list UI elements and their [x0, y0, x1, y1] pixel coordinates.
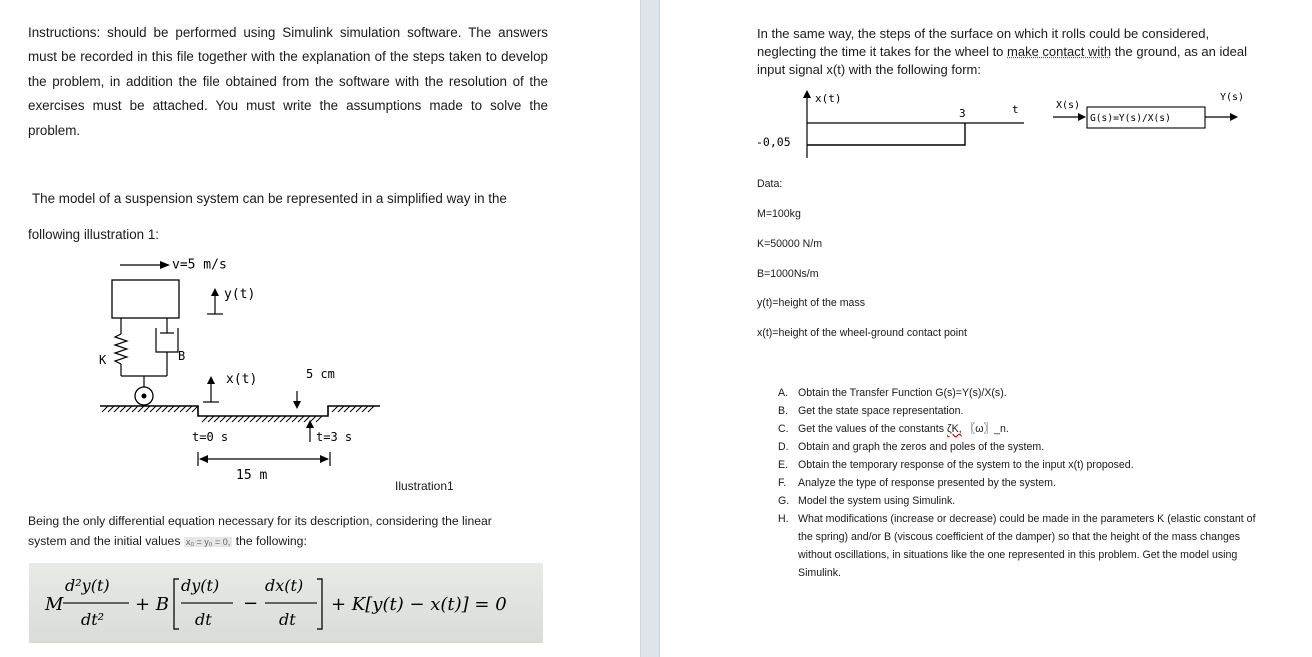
road-hatching: [102, 406, 374, 422]
signal-step-pulse: [807, 123, 965, 145]
question-text: Obtain the Transfer Function G(s)=Y(s)/X(s).: [798, 387, 1007, 399]
eq-right-bracket: [317, 579, 322, 629]
data-x-definition: x(t)=height of the wheel-ground contact point: [757, 327, 967, 339]
eq-dx-numerator: dx(t): [265, 576, 304, 595]
question-text: Analyze the type of response presented by the system.: [798, 477, 1056, 489]
wheel-hub: [142, 394, 147, 399]
block-input-arrow-head: [1078, 113, 1086, 121]
block-input-label: X(s): [1056, 100, 1081, 111]
page-gutter: [640, 0, 660, 657]
left-document-page: [0, 0, 640, 657]
question-e: [778, 456, 1268, 474]
t3-arrow-head: [306, 420, 314, 428]
suspension-illustration: [90, 248, 390, 483]
block-output-arrow-head: [1230, 113, 1238, 121]
question-text-a: Get the values of the constants: [798, 423, 947, 435]
question-letter: C.: [778, 423, 789, 435]
eq-dy-numerator: dy(t): [181, 576, 220, 595]
question-a: [778, 384, 1268, 402]
differential-equation-image: [29, 563, 543, 643]
question-letter: H.: [778, 513, 789, 525]
eq-minus: −: [243, 593, 259, 614]
signal-y-axis-head: [803, 90, 811, 98]
velocity-label: v=5 m/s: [172, 257, 227, 273]
dim-arrow-right: [320, 455, 329, 463]
question-g: [778, 492, 1268, 510]
question-letter: B.: [778, 405, 789, 417]
t0-label: t=0 s: [192, 430, 229, 444]
question-text: Obtain and graph the zeros and poles of the system.: [798, 441, 1045, 453]
eq-second-derivative-numerator: d²y(t): [65, 576, 110, 595]
question-d: [778, 438, 1268, 456]
block-output-label: Y(s): [1220, 92, 1245, 103]
right-document-page: [660, 0, 1312, 657]
question-letter: E.: [778, 459, 789, 471]
initial-values: x₀ = y₀ = 0,: [185, 537, 231, 547]
equation-intro-text-b: the following:: [235, 534, 307, 548]
eq-second-derivative-denominator: dt²: [81, 610, 105, 629]
input-signal-plot: [754, 86, 1034, 166]
depth-label: 5 cm: [306, 367, 335, 381]
question-c: [778, 420, 1268, 438]
question-letter: A.: [778, 387, 789, 399]
block-label: G(s)=Y(s)/X(s): [1090, 113, 1171, 124]
illustration-caption: Ilustration1: [395, 479, 454, 493]
model-intro-line1: The model of a suspension system can be represented in a simplified way in the: [32, 191, 507, 206]
question-letter: D.: [778, 441, 789, 453]
question-letter: G.: [778, 495, 790, 507]
question-text: Get the state space representation.: [798, 405, 964, 417]
eq-damping-term: + B: [135, 594, 170, 615]
damper-b-label: B: [178, 349, 186, 363]
signal-y-label: x(t): [815, 92, 842, 105]
question-letter: F.: [778, 477, 787, 489]
x-label: x(t): [226, 372, 258, 387]
equation-intro-text-a: system and the initial values: [28, 534, 181, 548]
equation-intro-line2: [28, 534, 307, 548]
data-title: Data:: [757, 178, 783, 190]
velocity-arrow-head: [160, 261, 170, 269]
eq-mass: M: [45, 594, 64, 615]
signal-tick-label: 3: [959, 107, 966, 120]
data-spring-constant: K=50000 N/m: [757, 238, 823, 250]
depth-arrow-head: [293, 401, 301, 409]
signal-paragraph: [757, 25, 1257, 80]
y-label: y(t): [224, 287, 256, 302]
differential-equation: [29, 563, 543, 643]
length-label: 15 m: [236, 468, 268, 483]
question-f: [778, 474, 1268, 492]
eq-dx-denominator: dt: [279, 610, 296, 629]
dim-arrow-left: [199, 455, 208, 463]
question-h: [778, 510, 1268, 582]
signal-level-label: -0,05: [756, 135, 791, 149]
equation-intro-line1: Being the only differential equation necessary for its description, considering the linear: [28, 514, 492, 528]
signal-paragraph-b: the ground, as an ideal input signal x(t) with the following form:: [757, 44, 1247, 78]
question-text-b: 〖ω〗_n.: [961, 423, 1009, 435]
eq-dy-denominator: dt: [195, 610, 212, 629]
question-text: Obtain the temporary response of the system to the input x(t) proposed.: [798, 459, 1134, 471]
question-text-wavy: ζK,: [947, 423, 962, 435]
y-arrow-head: [211, 288, 219, 296]
eq-spring-term: + K[y(t) − x(t)] = 0: [331, 594, 507, 615]
data-damping: B=1000Ns/m: [757, 268, 819, 280]
data-mass: M=100kg: [757, 208, 801, 220]
signal-t-label: t: [1012, 103, 1019, 116]
t3-label: t=3 s: [316, 430, 353, 444]
question-text: Model the system using Simulink.: [798, 495, 956, 507]
transfer-function-block-diagram: [1050, 88, 1250, 138]
signal-paragraph-a: In the same way, the steps of the surface on which it rolls could be considered, neglecting the time it takes for the wheel to: [757, 26, 1210, 60]
question-text: What modifications (increase or decrease) could be made in the parameters K (elastic constant of the spring) and/or B (viscous coefficient of the damper) so that the height of the mass changes without oscillations, in situations like the one represented in this problem. Get the model using Simulink.: [798, 513, 1256, 579]
mass-block: [112, 280, 179, 318]
x-arrow-head: [207, 376, 215, 384]
model-intro-line2: following illustration 1:: [28, 227, 159, 242]
data-y-definition: y(t)=height of the mass: [757, 297, 866, 309]
instructions-paragraph: Instructions: should be performed using Simulink simulation software. The answers must be recorded in this file together with the explanation of the steps taken to develop the problem, in addition the file obtained from the software with the resolution of the exercises must be attached. You must write the assumptions made to solve the problem.: [28, 25, 548, 138]
questions-list: [778, 384, 1268, 582]
eq-left-bracket: [174, 579, 179, 629]
spring: [115, 334, 127, 364]
question-b: [778, 402, 1268, 420]
signal-paragraph-link: make contact with: [1007, 44, 1112, 60]
spring-k-label: K: [99, 353, 107, 367]
